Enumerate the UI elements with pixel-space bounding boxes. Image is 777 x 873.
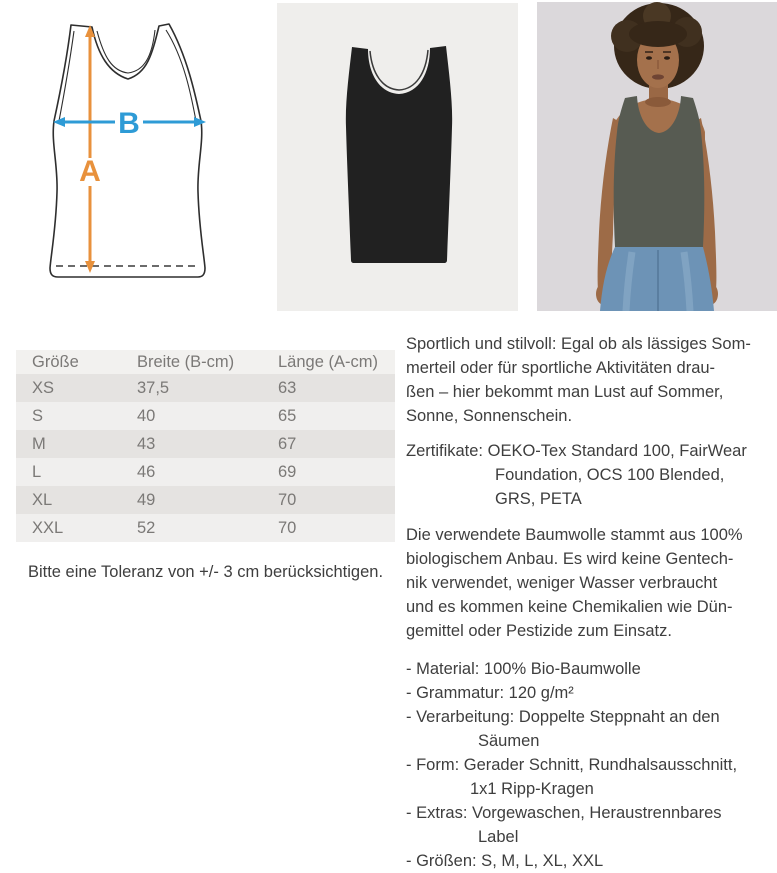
size-cell: M <box>32 434 46 453</box>
model-photo-image <box>537 2 777 311</box>
spec-line: - Material: 100% Bio-Baumwolle <box>406 660 641 678</box>
model-chin-shadow <box>645 97 671 107</box>
description-line: nik verwendet, weniger Wasser verbraucht <box>406 574 718 592</box>
description-line: biologischem Anbau. Es wird keine Gentech- <box>406 550 734 568</box>
description-line: gemittel oder Pestizide zum Einsatz. <box>406 622 672 640</box>
flat-product-image <box>277 3 518 311</box>
size-cell: XXL <box>32 518 64 537</box>
breite-cell: 40 <box>137 406 156 425</box>
breite-cell: 46 <box>137 462 156 481</box>
spec-line: Label <box>478 828 519 846</box>
description-line: Zertifikate: OEKO-Tex Standard 100, FairWear <box>406 442 747 460</box>
laenge-cell: 67 <box>278 434 297 453</box>
spec-line: Säumen <box>478 732 540 750</box>
breite-cell: 37,5 <box>137 378 170 397</box>
description-line: ßen – hier bekommt man Lust auf Sommer, <box>406 383 724 401</box>
size-cell: L <box>32 462 42 481</box>
spec-line: - Extras: Vorgewaschen, Heraustrennbares <box>406 804 722 822</box>
description-line: merteil oder für sportliche Aktivitäten drau- <box>406 359 716 377</box>
size-cell: XL <box>32 490 53 509</box>
model-left-eye <box>646 56 652 60</box>
size-diagram-image <box>0 0 260 320</box>
arrow-b-label: B <box>118 107 140 140</box>
model-right-eye <box>664 56 670 60</box>
description-line: Die verwendete Baumwolle stammt aus 100% <box>406 526 743 544</box>
spec-line: - Grammatur: 120 g/m² <box>406 684 574 702</box>
laenge-cell: 63 <box>278 378 297 397</box>
arrow-a-label: A <box>79 155 101 188</box>
description-spec-list <box>406 657 777 873</box>
spec-line: - Form: Gerader Schnitt, Rundhalsausschnitt, <box>406 756 738 774</box>
model-hair-fringe <box>629 21 687 47</box>
spec-line: - Verarbeitung: Doppelte Steppnaht an den <box>406 708 720 726</box>
size-table-row <box>16 514 395 542</box>
size-table-row <box>16 458 395 486</box>
description-paragraph-intro <box>406 332 777 428</box>
size-cell: XS <box>32 378 55 397</box>
spec-line: - Größen: S, M, L, XL, XXL <box>406 852 604 870</box>
description-paragraph-cotton <box>406 523 777 643</box>
description-line: und es kommen keine Chemikalien wie Dün- <box>406 598 733 616</box>
description-line: Sportlich und stilvoll: Egal ob als lässiges Som- <box>406 335 751 353</box>
laenge-cell: 65 <box>278 406 297 425</box>
laenge-cell: 70 <box>278 490 297 509</box>
column-header-breite: Breite (B-cm) <box>137 352 235 371</box>
breite-cell: 43 <box>137 434 156 453</box>
laenge-cell: 70 <box>278 518 297 537</box>
laenge-cell: 69 <box>278 462 297 481</box>
breite-cell: 49 <box>137 490 156 509</box>
size-table-header-row <box>16 350 395 374</box>
size-table-row <box>16 402 395 430</box>
size-cell: S <box>32 406 44 425</box>
size-table <box>16 350 395 542</box>
description-paragraph-certificates <box>406 439 777 511</box>
description-line: Sonne, Sonnenschein. <box>406 407 573 425</box>
size-table-row <box>16 430 395 458</box>
description-line: GRS, PETA <box>495 490 582 508</box>
tolerance-note: Bitte eine Toleranz von +/- 3 cm berücksichtigen. <box>27 563 384 581</box>
column-header-groesse: Größe <box>32 352 79 371</box>
column-header-laenge: Länge (A-cm) <box>278 352 378 371</box>
size-table-row <box>16 486 395 514</box>
size-table-row <box>16 374 395 402</box>
spec-line: 1x1 Ripp-Kragen <box>470 780 594 798</box>
description-line: Foundation, OCS 100 Blended, <box>495 466 725 484</box>
model-jeans <box>600 247 714 311</box>
breite-cell: 52 <box>137 518 156 537</box>
model-lips <box>652 74 664 79</box>
